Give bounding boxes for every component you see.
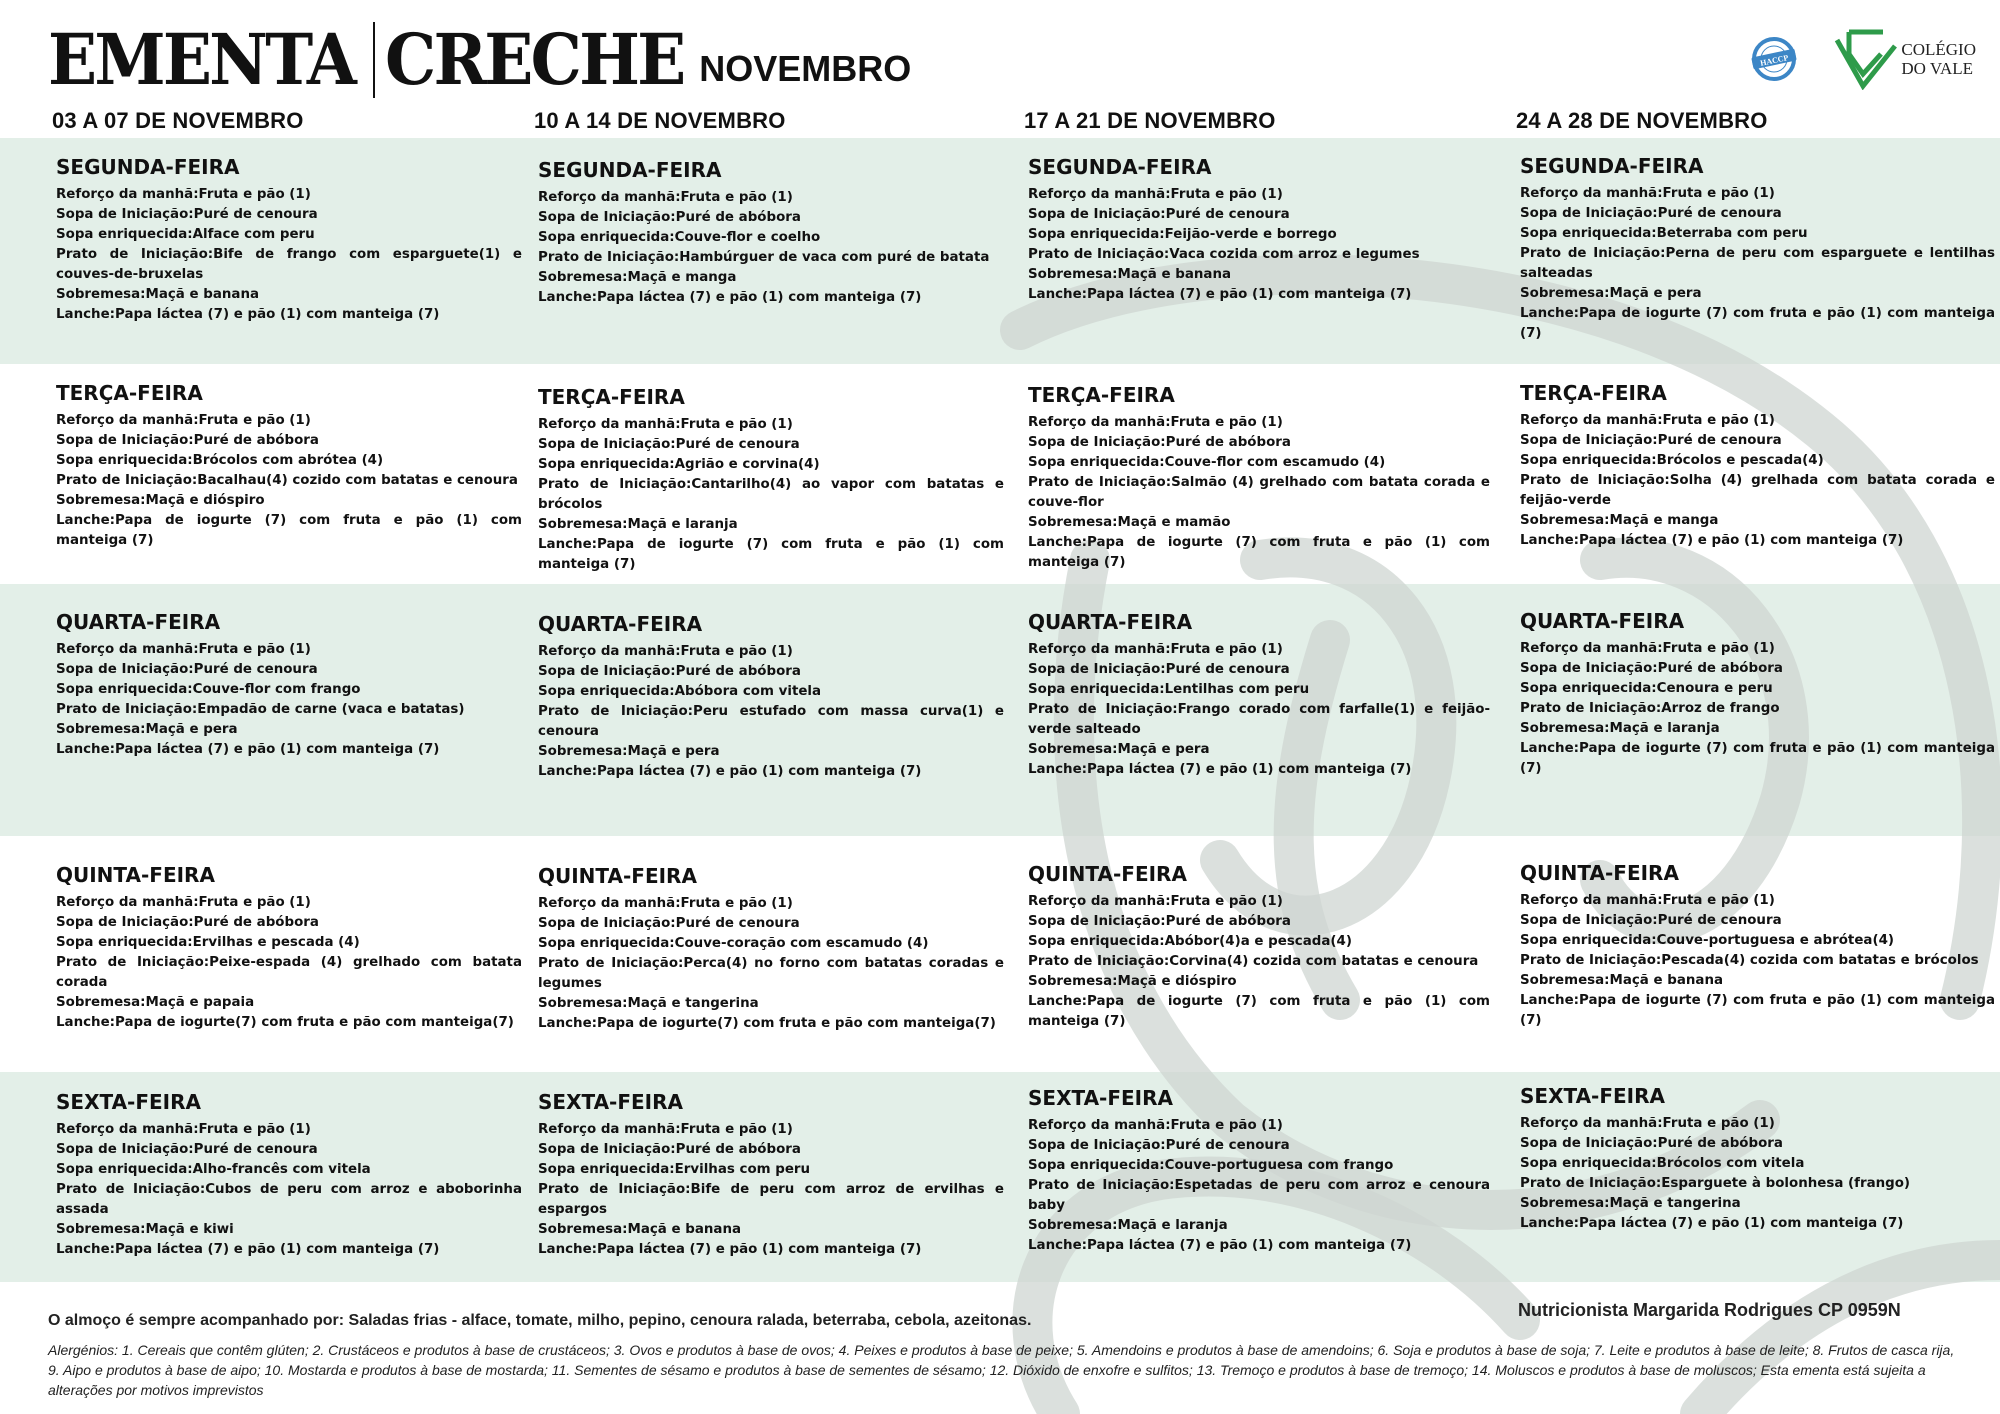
week-header-1: 03 A 07 DE NOVEMBRO — [52, 108, 304, 133]
meal-line: Reforço da manhã:Fruta e pão (1) — [1028, 415, 1283, 430]
day-title: TERÇA-FEIRA — [538, 385, 685, 409]
meal-line: Lanche:Papa láctea (7) e pão (1) com manteiga (7) — [1520, 533, 1904, 548]
day-title: QUARTA-FEIRA — [1028, 610, 1193, 634]
day-block-week4-segunda — [1520, 154, 1995, 344]
meal-line: Sopa de Iniciação:Puré de cenoura — [1028, 1138, 1290, 1153]
meal-line: Prato de Iniciação:Hambúrguer de vaca com puré de batata — [538, 250, 990, 265]
meal-line: Sopa de Iniciação:Puré de cenoura — [56, 662, 318, 677]
day-block-week1-segunda — [56, 155, 522, 325]
day-block-week1-quinta — [56, 863, 522, 1033]
meal-line: Lanche:Papa de iogurte (7) com fruta e pão (1) com manteiga (7) — [1520, 993, 1995, 1028]
week-header-3: 17 A 21 DE NOVEMBRO — [1024, 108, 1276, 133]
day-title: SEXTA-FEIRA — [538, 1090, 683, 1114]
meal-line: Sopa de Iniciação:Puré de cenoura — [1028, 207, 1290, 222]
meal-line: Sopa de Iniciação:Puré de cenoura — [1520, 913, 1782, 928]
meal-line: Prato de Iniciação:Empadão de carne (vaca e batatas) — [56, 702, 465, 717]
meal-line: Sopa enriquecida:Feijão-verde e borrego — [1028, 227, 1337, 242]
meal-line: Reforço da manhã:Fruta e pão (1) — [538, 644, 793, 659]
meal-line: Lanche:Papa de iogurte(7) com fruta e pão com manteiga(7) — [56, 1015, 514, 1030]
meal-line: Prato de Iniciação:Bife de peru com arroz de ervilhas e espargos — [538, 1182, 1004, 1217]
meal-line: Sopa enriquecida:Ervilhas com peru — [538, 1162, 811, 1177]
meal-line: Reforço da manhã:Fruta e pão (1) — [538, 1122, 793, 1137]
meal-line: Prato de Iniciação:Frango corado com farfalle(1) e feijão-verde salteado — [1028, 702, 1490, 737]
day-title: TERÇA-FEIRA — [1520, 381, 1667, 405]
meal-line: Sobremesa:Maçã e dióspiro — [1028, 974, 1237, 989]
meal-line: Sopa enriquecida:Couve-flor com escamudo (4) — [1028, 455, 1386, 470]
day-block-week1-quarta — [56, 610, 522, 760]
meal-line: Sopa enriquecida:Abóbora com vitela — [538, 684, 822, 699]
day-title: QUARTA-FEIRA — [56, 610, 221, 634]
week-header-4: 24 A 28 DE NOVEMBRO — [1516, 108, 1768, 133]
day-block-week3-segunda — [1028, 155, 1490, 305]
meal-line: Lanche:Papa láctea (7) e pão (1) com manteiga (7) — [56, 1242, 440, 1257]
meal-line: Reforço da manhã:Fruta e pão (1) — [1028, 1118, 1283, 1133]
meal-line: Reforço da manhã:Fruta e pão (1) — [56, 1122, 311, 1137]
meal-line: Prato de Iniciação:Bacalhau(4) cozido com batatas e cenoura — [56, 473, 518, 488]
meal-line: Sobremesa:Maçã e banana — [1028, 267, 1232, 282]
meal-line: Prato de Iniciação:Solha (4) grelhada com batata corada e feijão-verde — [1520, 473, 1995, 508]
day-block-week3-sexta — [1028, 1086, 1490, 1256]
day-title: QUINTA-FEIRA — [1028, 862, 1187, 886]
meal-line: Lanche:Papa de iogurte (7) com fruta e pão (1) com manteiga (7) — [538, 537, 1004, 572]
meal-line: Prato de Iniciação:Cantarilho(4) ao vapor com batatas e brócolos — [538, 477, 1004, 512]
meal-line: Sobremesa:Maçã e pera — [1028, 742, 1210, 757]
day-title: QUARTA-FEIRA — [1520, 609, 1685, 633]
meal-line: Lanche:Papa de iogurte (7) com fruta e pão (1) com manteiga (7) — [1028, 994, 1490, 1029]
day-block-week3-terca — [1028, 383, 1490, 573]
meal-line: Sopa enriquecida:Cenoura e peru — [1520, 681, 1773, 696]
meal-line: Sopa de Iniciação:Puré de abóbora — [1028, 435, 1291, 450]
colegio-do-vale-logo-icon — [1833, 28, 1899, 90]
day-block-week1-sexta — [56, 1090, 522, 1260]
school-name-line1: COLÉGIO — [1901, 40, 1976, 59]
meal-line: Sobremesa:Maçã e tangerina — [1520, 1196, 1741, 1211]
meal-line: Lanche:Papa de iogurte (7) com fruta e pão (1) com manteiga (7) — [1520, 306, 1995, 341]
meal-line: Sopa enriquecida:Alho-francês com vitela — [56, 1162, 371, 1177]
logos — [1749, 28, 1976, 90]
meal-line: Reforço da manhã:Fruta e pão (1) — [56, 187, 311, 202]
meal-line: Sopa enriquecida:Alface com peru — [56, 227, 315, 242]
nutritionist-credit: Nutricionista Margarida Rodrigues CP 0959N — [1518, 1300, 1901, 1320]
meal-line: Sopa enriquecida:Couve-coração com escamudo (4) — [538, 936, 929, 951]
day-block-week1-terca — [56, 381, 522, 551]
meal-line: Reforço da manhã:Fruta e pão (1) — [1520, 893, 1775, 908]
meal-line: Sobremesa:Maçã e laranja — [1520, 721, 1720, 736]
meal-line: Sobremesa:Maçã e pera — [1520, 286, 1702, 301]
meal-line: Sobremesa:Maçã e pera — [538, 744, 720, 759]
day-block-week2-sexta — [538, 1090, 1004, 1260]
meal-line: Reforço da manhã:Fruta e pão (1) — [56, 642, 311, 657]
meal-line: Sobremesa:Maçã e laranja — [538, 517, 738, 532]
meal-line: Prato de Iniciação:Bife de frango com esparguete(1) e couves-de-bruxelas — [56, 247, 522, 282]
meal-line: Sobremesa:Maçã e laranja — [1028, 1218, 1228, 1233]
day-title: SEGUNDA-FEIRA — [1028, 155, 1212, 179]
meal-line: Prato de Iniciação:Pescada(4) cozida com batatas e brócolos — [1520, 953, 1979, 968]
school-name-line2: DO VALE — [1901, 59, 1974, 78]
day-title: QUINTA-FEIRA — [56, 863, 215, 887]
meal-line: Sopa enriquecida:Couve-flor e coelho — [538, 230, 821, 245]
accompaniment-note: O almoço é sempre acompanhado por: Saladas frias - alface, tomate, milho, pepino, cenoura ralada, beterraba, cebola, azeitonas. — [48, 1312, 1032, 1329]
meal-line: Lanche:Papa láctea (7) e pão (1) com manteiga (7) — [56, 742, 440, 757]
page-title — [48, 18, 912, 101]
day-block-week4-sexta — [1520, 1084, 1995, 1234]
meal-line: Prato de Iniciação:Vaca cozida com arroz e legumes — [1028, 247, 1420, 262]
meal-line: Prato de Iniciação:Cubos de peru com arroz e aboborinha assada — [56, 1182, 522, 1217]
day-block-week2-segunda — [538, 158, 1004, 308]
meal-line: Reforço da manhã:Fruta e pão (1) — [1028, 642, 1283, 657]
meal-line: Lanche:Papa láctea (7) e pão (1) com manteiga (7) — [56, 307, 440, 322]
meal-line: Sopa de Iniciação:Puré de abóbora — [56, 433, 319, 448]
meal-line: Prato de Iniciação:Perca(4) no forno com batatas coradas e legumes — [538, 956, 1004, 991]
meal-line: Sopa enriquecida:Couve-flor com frango — [56, 682, 361, 697]
title-creche: CRECHE — [384, 18, 684, 101]
meal-line: Sobremesa:Maçã e mamão — [1028, 515, 1231, 530]
month-label: NOVEMBRO — [699, 48, 912, 89]
meal-line: Sopa de Iniciação:Puré de abóbora — [538, 210, 801, 225]
meal-line: Sopa de Iniciação:Puré de abóbora — [538, 1142, 801, 1157]
meal-line: Sopa enriquecida:Beterraba com peru — [1520, 226, 1808, 241]
meal-line: Sopa de Iniciação:Puré de abóbora — [56, 915, 319, 930]
day-block-week2-quinta — [538, 864, 1004, 1034]
day-title: SEXTA-FEIRA — [1028, 1086, 1173, 1110]
meal-line: Sobremesa:Maçã e dióspiro — [56, 493, 265, 508]
meal-line: Sobremesa:Maçã e pera — [56, 722, 238, 737]
meal-line: Prato de Iniciação:Arroz de frango — [1520, 701, 1780, 716]
meal-line: Sopa enriquecida:Couve-portuguesa e abrótea(4) — [1520, 933, 1895, 948]
meal-line: Lanche:Papa láctea (7) e pão (1) com manteiga (7) — [538, 1242, 922, 1257]
day-title: TERÇA-FEIRA — [56, 381, 203, 405]
meal-line: Lanche:Papa láctea (7) e pão (1) com manteiga (7) — [538, 290, 922, 305]
meal-line: Reforço da manhã:Fruta e pão (1) — [56, 895, 311, 910]
meal-line: Sopa enriquecida:Agrião e corvina(4) — [538, 457, 820, 472]
meal-line: Lanche:Papa láctea (7) e pão (1) com manteiga (7) — [1520, 1216, 1904, 1231]
meal-line: Sopa de Iniciação:Puré de abóbora — [1520, 1136, 1783, 1151]
meal-line: Reforço da manhã:Fruta e pão (1) — [538, 896, 793, 911]
meal-line: Prato de Iniciação:Perna de peru com esparguete e lentilhas salteadas — [1520, 246, 1995, 281]
allergens-note: Alergénios: 1. Cereais que contêm glúten; 2. Crustáceos e produtos à base de crustáceos; 3. Ovos e produtos à base de ovos; 4. Peixes e produtos à base de peixe; 5. Amendoins e produtos à base de amendoins; 6. Soja e produtos à base de soja; 7. Leite e produtos à base de leite; 8. Frutos de casca rija, 9. Aipo e produtos à base de aipo; 10. Mostarda e produtos à base de mostarda; 11. Sementes de sésamo e produtos à base de sementes de sésamo; 12. Dióxido de enxofre e sulfitos; 13. Tremoço e produtos à base de tremoço; 14. Moluscos e produtos à base de moluscos; Esta ementa está sujeita a alterações por motivos imprevistos — [48, 1342, 1955, 1398]
day-title: SEGUNDA-FEIRA — [538, 158, 722, 182]
meal-line: Prato de Iniciação:Peixe-espada (4) grelhado com batata corada — [56, 955, 522, 990]
day-title: SEXTA-FEIRA — [1520, 1084, 1665, 1108]
meal-line: Lanche:Papa láctea (7) e pão (1) com manteiga (7) — [1028, 1238, 1412, 1253]
day-block-week4-terca — [1520, 381, 1995, 551]
meal-line: Prato de Iniciação:Salmão (4) grelhado com batata corada e couve-flor — [1028, 475, 1490, 510]
day-block-week3-quinta — [1028, 862, 1490, 1032]
meal-line: Reforço da manhã:Fruta e pão (1) — [1520, 413, 1775, 428]
meal-line: Sopa enriquecida:Abóbor(4)a e pescada(4) — [1028, 934, 1352, 949]
meal-line: Sobremesa:Maçã e manga — [538, 270, 737, 285]
meal-line: Reforço da manhã:Fruta e pão (1) — [1028, 187, 1283, 202]
day-title: QUINTA-FEIRA — [538, 864, 697, 888]
title-divider — [373, 22, 375, 98]
week-header-2: 10 A 14 DE NOVEMBRO — [534, 108, 786, 133]
meal-line: Reforço da manhã:Fruta e pão (1) — [1520, 186, 1775, 201]
meal-line: Sobremesa:Maçã e banana — [538, 1222, 742, 1237]
haccp-logo-text: HACCP — [1759, 53, 1790, 68]
meal-line: Reforço da manhã:Fruta e pão (1) — [56, 413, 311, 428]
meal-line: Sopa enriquecida:Lentilhas com peru — [1028, 682, 1310, 697]
title-ementa: EMENTA — [48, 18, 355, 101]
meal-line: Sopa enriquecida:Brócolos com abrótea (4) — [56, 453, 384, 468]
meal-line: Sopa de Iniciação:Puré de abóbora — [1520, 661, 1783, 676]
meal-line: Sopa enriquecida:Couve-portuguesa com frango — [1028, 1158, 1394, 1173]
day-block-week2-terca — [538, 385, 1004, 575]
day-title: SEGUNDA-FEIRA — [1520, 154, 1704, 178]
meal-line: Prato de Iniciação:Corvina(4) cozida com batatas e cenoura — [1028, 954, 1479, 969]
meal-line: Sopa enriquecida:Brócolos com vitela — [1520, 1156, 1805, 1171]
meal-line: Sopa de Iniciação:Puré de cenoura — [56, 1142, 318, 1157]
day-title: SEXTA-FEIRA — [56, 1090, 201, 1114]
meal-line: Sobremesa:Maçã e tangerina — [538, 996, 759, 1011]
meal-line: Lanche:Papa de iogurte(7) com fruta e pão com manteiga(7) — [538, 1016, 996, 1031]
meal-line: Prato de Iniciação:Esparguete à bolonhesa (frango) — [1520, 1176, 1911, 1191]
meal-line: Sobremesa:Maçã e papaia — [56, 995, 255, 1010]
meal-line: Lanche:Papa de iogurte (7) com fruta e pão (1) com manteiga (7) — [1520, 741, 1995, 776]
day-block-week4-quinta — [1520, 861, 1995, 1031]
meal-line: Sopa de Iniciação:Puré de cenoura — [56, 207, 318, 222]
day-title: QUINTA-FEIRA — [1520, 861, 1679, 885]
meal-line: Reforço da manhã:Fruta e pão (1) — [1028, 894, 1283, 909]
meal-line: Sopa enriquecida:Ervilhas e pescada (4) — [56, 935, 360, 950]
meal-line: Sopa de Iniciação:Puré de cenoura — [1520, 433, 1782, 448]
meal-line: Sobremesa:Maçã e manga — [1520, 513, 1719, 528]
meal-line: Lanche:Papa láctea (7) e pão (1) com manteiga (7) — [1028, 762, 1412, 777]
meal-line: Lanche:Papa láctea (7) e pão (1) com manteiga (7) — [1028, 287, 1412, 302]
day-title: SEGUNDA-FEIRA — [56, 155, 240, 179]
haccp-logo-icon — [1749, 36, 1799, 82]
meal-line: Reforço da manhã:Fruta e pão (1) — [538, 417, 793, 432]
meal-line: Sopa de Iniciação:Puré de cenoura — [538, 916, 800, 931]
day-title: QUARTA-FEIRA — [538, 612, 703, 636]
day-block-week4-quarta — [1520, 609, 1995, 779]
meal-line: Sobremesa:Maçã e banana — [1520, 973, 1724, 988]
meal-line: Prato de Iniciação:Espetadas de peru com arroz e cenoura baby — [1028, 1178, 1490, 1213]
meal-line: Lanche:Papa de iogurte (7) com fruta e pão (1) com manteiga (7) — [1028, 535, 1490, 570]
meal-line: Reforço da manhã:Fruta e pão (1) — [538, 190, 793, 205]
colegio-do-vale-logo — [1833, 28, 1976, 90]
meal-line: Prato de Iniciação:Peru estufado com massa curva(1) e cenoura — [538, 704, 1004, 739]
meal-line: Lanche:Papa láctea (7) e pão (1) com manteiga (7) — [538, 764, 922, 779]
day-block-week2-quarta — [538, 612, 1004, 782]
meal-line: Reforço da manhã:Fruta e pão (1) — [1520, 1116, 1775, 1131]
day-title: TERÇA-FEIRA — [1028, 383, 1175, 407]
meal-line: Sopa de Iniciação:Puré de abóbora — [538, 664, 801, 679]
meal-line: Sopa de Iniciação:Puré de cenoura — [1520, 206, 1782, 221]
meal-line: Sopa de Iniciação:Puré de cenoura — [1028, 662, 1290, 677]
day-block-week3-quarta — [1028, 610, 1490, 780]
meal-line: Sobremesa:Maçã e banana — [56, 287, 260, 302]
meal-line: Lanche:Papa de iogurte (7) com fruta e pão (1) com manteiga (7) — [56, 513, 522, 548]
meal-line: Sopa de Iniciação:Puré de abóbora — [1028, 914, 1291, 929]
meal-line: Reforço da manhã:Fruta e pão (1) — [1520, 641, 1775, 656]
meal-line: Sopa enriquecida:Brócolos e pescada(4) — [1520, 453, 1824, 468]
meal-line: Sobremesa:Maçã e kiwi — [56, 1222, 234, 1237]
meal-line: Sopa de Iniciação:Puré de cenoura — [538, 437, 800, 452]
